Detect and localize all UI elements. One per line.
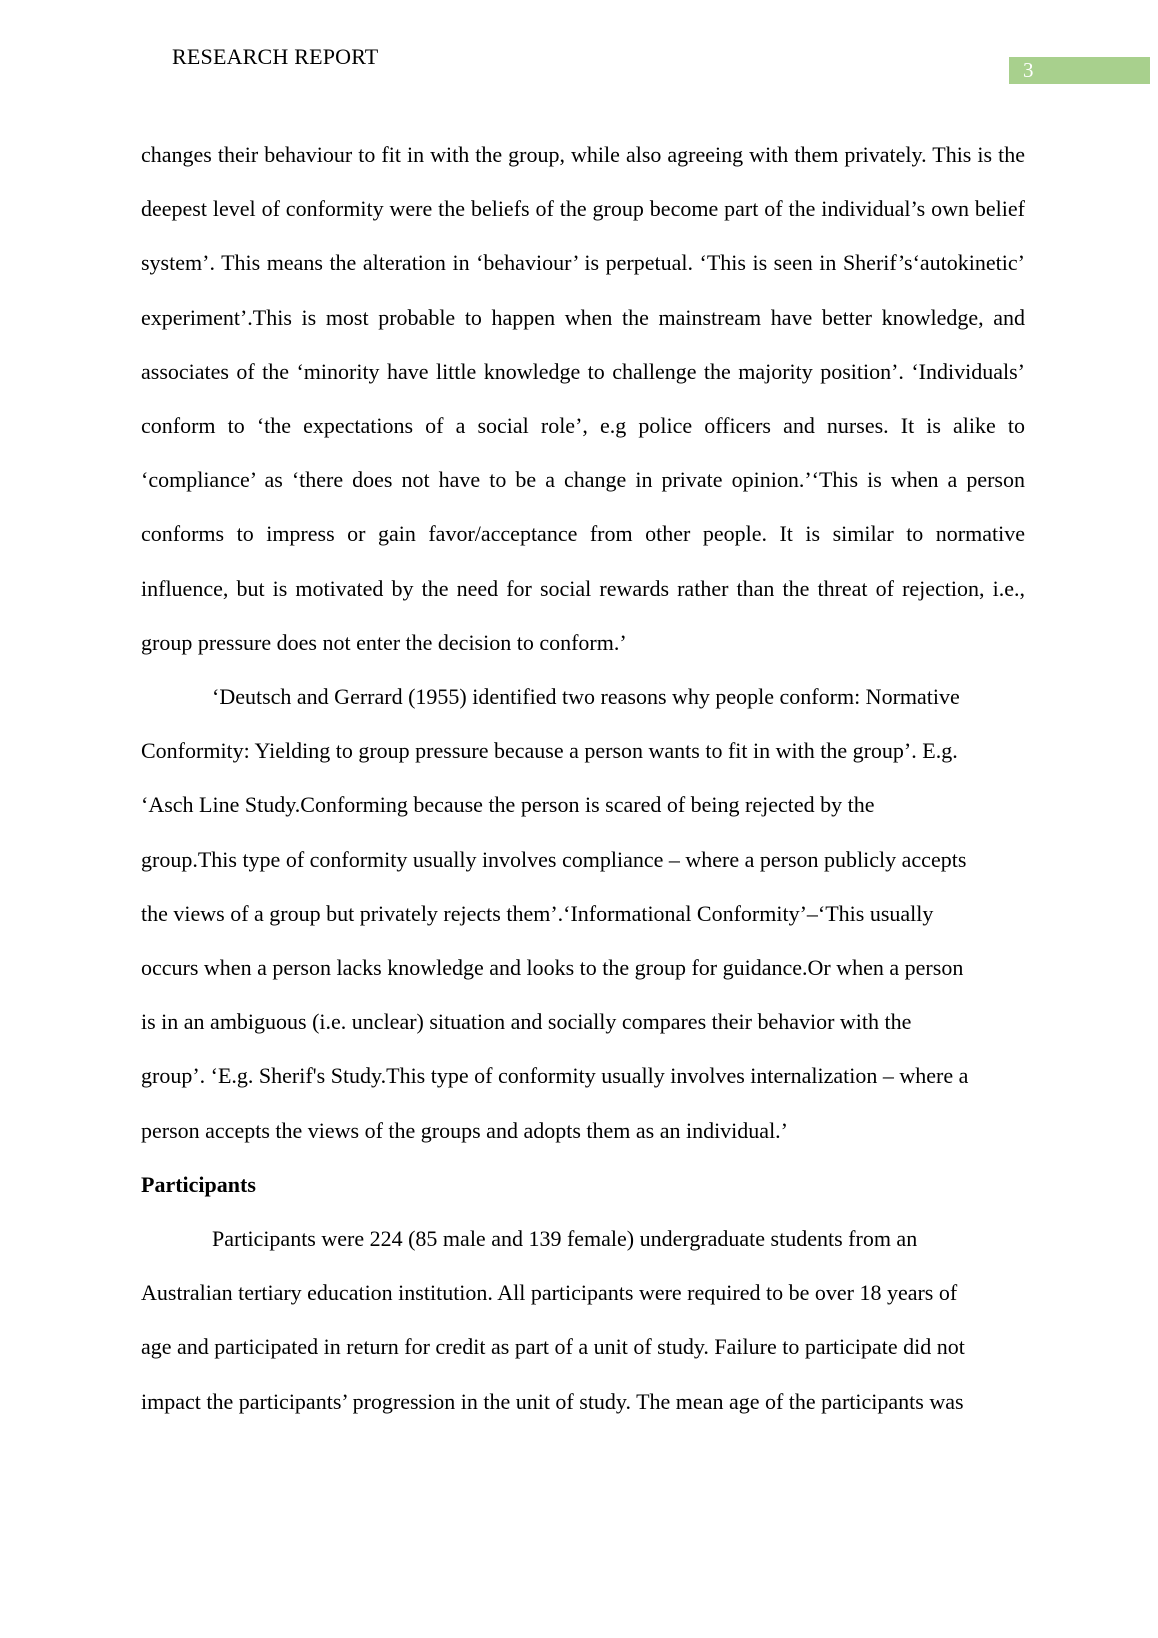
running-header-title: RESEARCH REPORT <box>172 44 379 69</box>
paragraph-2-line: group’. ‘E.g. Sherif's Study.This type of conformity usually involves internalization – where a <box>141 1063 969 1089</box>
body-paragraph-1: changes their behaviour to fit in with the group, while also agreeing with them privately. This is the deepest level of conformity were the beliefs of the group become part of the individual’s own belief system’. This means the alteration in ‘behaviour’ is perpetual. ‘This is seen in Sherif’s‘autokinetic’ experiment’.This is most probable to happen when the mainstream have better knowledge, and associates of the ‘minority have little knowledge to challenge the majority position’. ‘Individuals’ conform to ‘the expectations of a social role’, e.g police officers and nurses. It is alike to ‘compliance’ as ‘there does not have to be a change in private opinion.’‘This is when a person conforms to impress or gain favor/acceptance from other people. It is similar to normative influence, but is motivated by the need for social rewards rather than the threat of rejection, i.e., group pressure does not enter the decision to conform.’ <box>141 142 1025 655</box>
body-paragraph-3 <box>141 1212 1025 1429</box>
paragraph-3-line: impact the participants’ progression in the unit of study. The mean age of the participants was <box>141 1388 964 1414</box>
paragraph-2-line: occurs when a person lacks knowledge and looks to the group for guidance.Or when a person <box>141 955 964 981</box>
document-body <box>141 128 1025 1429</box>
page-number-badge: 3 <box>1009 57 1150 84</box>
paragraph-3-line: Australian tertiary education institution. All participants were required to be over 18 years of <box>141 1280 958 1306</box>
paragraph-2-line: Conformity: Yielding to group pressure because a person wants to fit in with the group’. E.g. <box>141 738 958 764</box>
paragraph-2-line: is in an ambiguous (i.e. unclear) situation and socially compares their behavior with the <box>141 1009 912 1035</box>
paragraph-3-line: age and participated in return for credit as part of a unit of study. Failure to participate did not <box>141 1334 965 1360</box>
paragraph-2-line: ‘Deutsch and Gerrard (1955) identified two reasons why people conform: Normative <box>212 684 960 710</box>
paragraph-2-line: group.This type of conformity usually involves compliance – where a person publicly accepts <box>141 846 967 872</box>
paragraph-2-line: the views of a group but privately rejects them’.‘Informational Conformity’–‘This usually <box>141 900 934 926</box>
paragraph-3-line: Participants were 224 (85 male and 139 female) undergraduate students from an <box>212 1226 918 1252</box>
paragraph-2-line: ‘Asch Line Study.Conforming because the person is scared of being rejected by the <box>141 792 875 818</box>
paragraph-2-line: person accepts the views of the groups and adopts them as an individual.’ <box>141 1117 789 1143</box>
body-paragraph-2 <box>141 670 1025 1158</box>
section-heading-participants: Participants <box>141 1171 256 1197</box>
